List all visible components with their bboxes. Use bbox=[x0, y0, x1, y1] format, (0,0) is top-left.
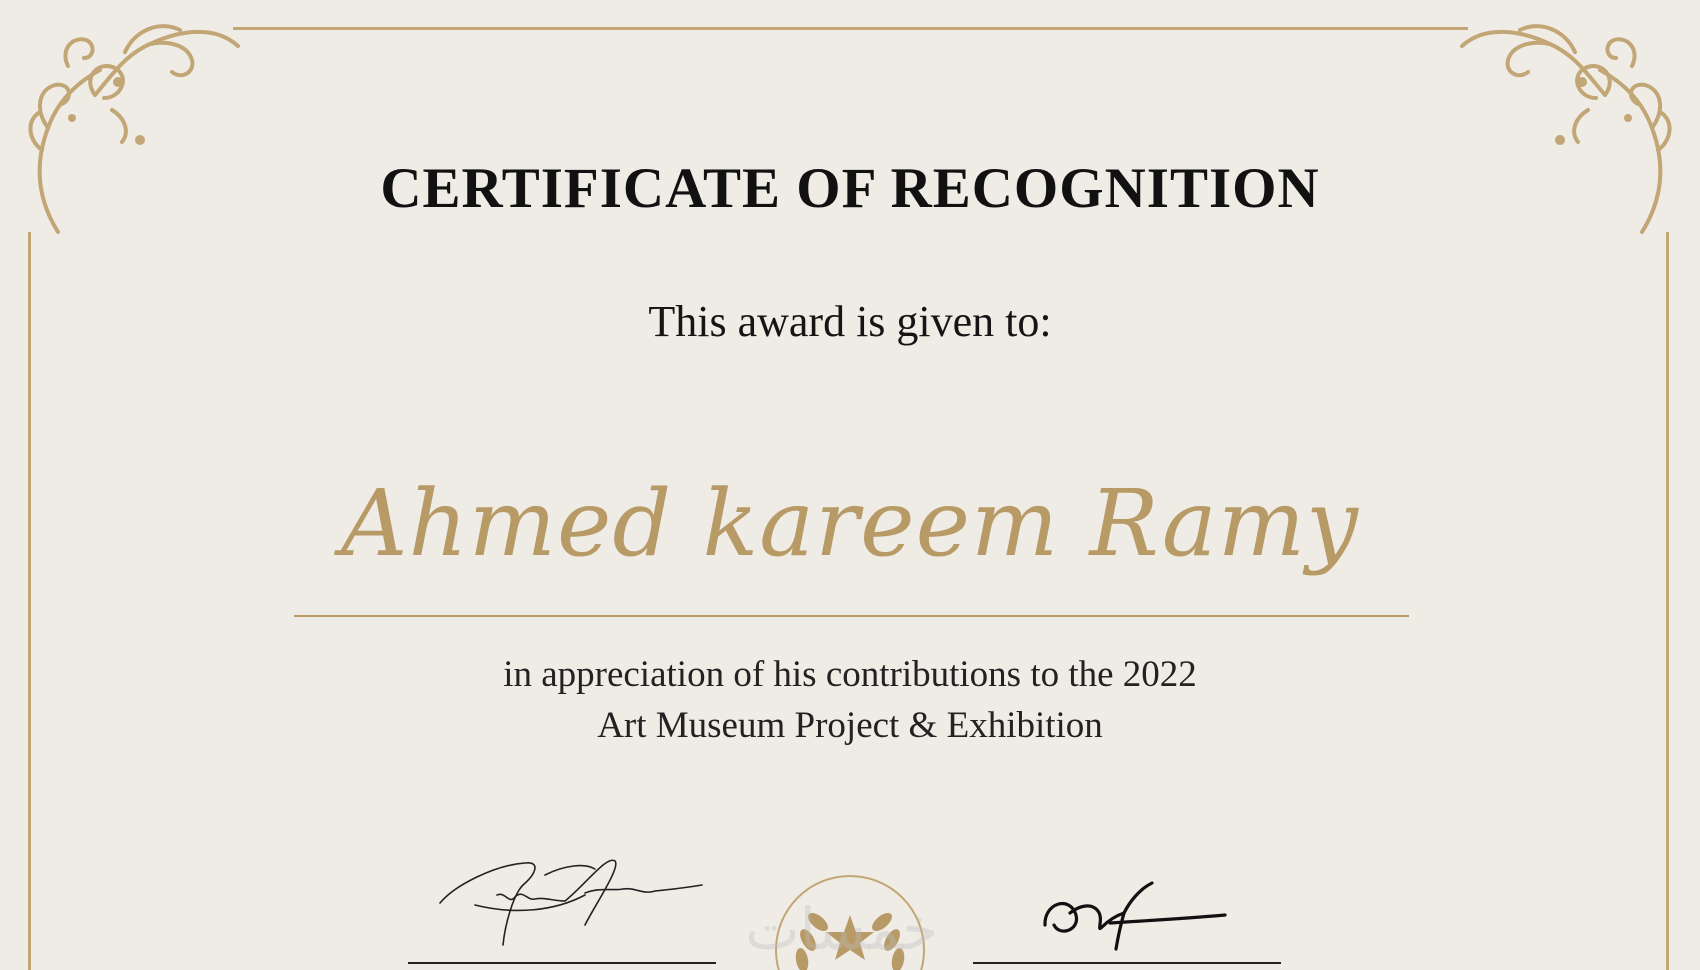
right-signature-line bbox=[973, 962, 1281, 964]
recipient-name: Ahmed kareem Ramy bbox=[341, 470, 1359, 577]
watermark-text: خمسات bbox=[745, 895, 939, 963]
recipient-name-underline bbox=[294, 615, 1409, 617]
award-intro-text: This award is given to: bbox=[648, 297, 1052, 346]
citation-text bbox=[0, 649, 1700, 751]
citation-line-1: in appreciation of his contributions to the 2022 bbox=[503, 654, 1197, 695]
certificate-title: CERTIFICATE OF RECOGNITION bbox=[380, 157, 1320, 220]
left-signature-line bbox=[408, 962, 716, 964]
right-signature bbox=[1040, 875, 1240, 955]
left-signature bbox=[435, 845, 705, 955]
citation-line-2: Art Museum Project & Exhibition bbox=[597, 705, 1103, 746]
frame-top-border bbox=[233, 27, 1468, 30]
